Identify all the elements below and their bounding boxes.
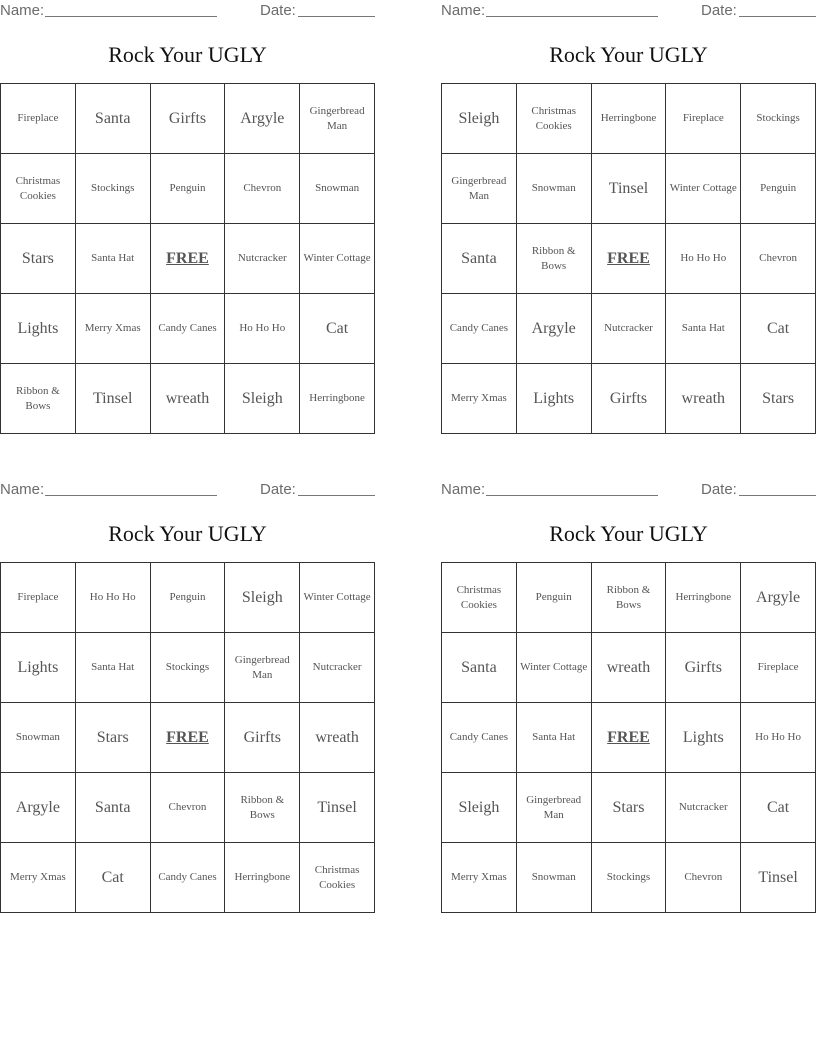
bingo-cell: Chevron: [151, 773, 226, 843]
bingo-cell: wreath: [300, 703, 375, 773]
bingo-cell: Ribbon & Bows: [517, 224, 592, 294]
bingo-cell: Winter Cottage: [300, 563, 375, 633]
bingo-grid: [0, 83, 375, 434]
bingo-cell: Santa Hat: [517, 703, 592, 773]
bingo-cell: Girfts: [592, 364, 667, 434]
name-label: Name:: [441, 2, 486, 19]
bingo-cell: Snowman: [300, 154, 375, 224]
free-space: FREE: [151, 224, 226, 294]
bingo-cell: Nutcracker: [592, 294, 667, 364]
bingo-cell: Ribbon & Bows: [592, 563, 667, 633]
name-line: [486, 495, 658, 496]
bingo-cell: Penguin: [741, 154, 816, 224]
bingo-cell: Snowman: [1, 703, 76, 773]
bingo-cell: wreath: [666, 364, 741, 434]
bingo-cell: Candy Canes: [151, 294, 226, 364]
bingo-cell: Santa: [76, 773, 151, 843]
bingo-cell: Stockings: [151, 633, 226, 703]
bingo-cell: Lights: [1, 294, 76, 364]
bingo-cell: Fireplace: [1, 563, 76, 633]
card-title: Rock Your UGLY: [108, 42, 267, 67]
bingo-cell: Stockings: [76, 154, 151, 224]
bingo-cell: Girfts: [225, 703, 300, 773]
bingo-cell: Ribbon & Bows: [1, 364, 76, 434]
bingo-cell: Snowman: [517, 154, 592, 224]
bingo-cell: Ribbon & Bows: [225, 773, 300, 843]
date-label: Date:: [701, 2, 737, 19]
bingo-cell: Candy Canes: [442, 294, 517, 364]
bingo-cell: Gingerbread Man: [300, 84, 375, 154]
bingo-cell: Gingerbread Man: [517, 773, 592, 843]
bingo-cell: Chevron: [225, 154, 300, 224]
bingo-cell: Candy Canes: [151, 843, 226, 913]
bingo-cell: Herringbone: [300, 364, 375, 434]
bingo-cell: Santa: [76, 84, 151, 154]
bingo-cell: Argyle: [1, 773, 76, 843]
name-date-header: [0, 0, 375, 22]
bingo-cell: Winter Cottage: [300, 224, 375, 294]
bingo-cell: Herringbone: [225, 843, 300, 913]
bingo-cell: Winter Cottage: [517, 633, 592, 703]
bingo-cell: Girfts: [151, 84, 226, 154]
free-space: FREE: [592, 224, 667, 294]
bingo-cell: Christmas Cookies: [517, 84, 592, 154]
bingo-cell: Cat: [76, 843, 151, 913]
bingo-cell: Lights: [666, 703, 741, 773]
name-date-header: [441, 0, 816, 22]
bingo-cell: Argyle: [225, 84, 300, 154]
bingo-cell: Gingerbread Man: [225, 633, 300, 703]
bingo-cell: Ho Ho Ho: [76, 563, 151, 633]
date-label: Date:: [260, 2, 296, 19]
bingo-cell: Penguin: [151, 154, 226, 224]
bingo-cell: Lights: [517, 364, 592, 434]
bingo-cell: Gingerbread Man: [442, 154, 517, 224]
bingo-cell: Cat: [300, 294, 375, 364]
bingo-cell: Christmas Cookies: [442, 563, 517, 633]
free-space: FREE: [592, 703, 667, 773]
name-label: Name:: [0, 481, 45, 498]
bingo-cell: Santa: [442, 224, 517, 294]
bingo-cell: Santa Hat: [666, 294, 741, 364]
bingo-cell: Herringbone: [592, 84, 667, 154]
date-line: [298, 495, 375, 496]
bingo-cell: Cat: [741, 294, 816, 364]
date-line: [298, 16, 375, 17]
bingo-cell: Merry Xmas: [76, 294, 151, 364]
bingo-cell: Fireplace: [1, 84, 76, 154]
bingo-cell: Tinsel: [741, 843, 816, 913]
bingo-cell: Ho Ho Ho: [666, 224, 741, 294]
bingo-cell: Christmas Cookies: [1, 154, 76, 224]
bingo-grid: [0, 562, 375, 913]
bingo-cell: Santa Hat: [76, 633, 151, 703]
bingo-cell: Stockings: [741, 84, 816, 154]
bingo-cell: Tinsel: [76, 364, 151, 434]
bingo-cell: Sleigh: [225, 364, 300, 434]
bingo-cell: wreath: [592, 633, 667, 703]
date-line: [739, 16, 816, 17]
card-title: Rock Your UGLY: [549, 521, 708, 546]
bingo-cell: Nutcracker: [225, 224, 300, 294]
bingo-cell: Santa Hat: [76, 224, 151, 294]
date-label: Date:: [260, 481, 296, 498]
bingo-cell: Stars: [741, 364, 816, 434]
date-line: [739, 495, 816, 496]
bingo-cell: Argyle: [741, 563, 816, 633]
bingo-cell: Ho Ho Ho: [225, 294, 300, 364]
bingo-cell: Stockings: [592, 843, 667, 913]
bingo-cell: Chevron: [666, 843, 741, 913]
bingo-cell: Snowman: [517, 843, 592, 913]
bingo-cell: Nutcracker: [666, 773, 741, 843]
bingo-grid: [441, 83, 816, 434]
bingo-cell: Merry Xmas: [1, 843, 76, 913]
bingo-cell: Tinsel: [592, 154, 667, 224]
name-date-header: [0, 479, 375, 501]
bingo-cell: Sleigh: [442, 84, 517, 154]
bingo-cell: Fireplace: [666, 84, 741, 154]
bingo-grid: [441, 562, 816, 913]
card-title: Rock Your UGLY: [108, 521, 267, 546]
bingo-cell: Penguin: [517, 563, 592, 633]
card-title: Rock Your UGLY: [549, 42, 708, 67]
bingo-cell: Christmas Cookies: [300, 843, 375, 913]
bingo-cell: wreath: [151, 364, 226, 434]
bingo-cell: Stars: [76, 703, 151, 773]
bingo-cell: Sleigh: [442, 773, 517, 843]
bingo-cell: Sleigh: [225, 563, 300, 633]
bingo-cell: Merry Xmas: [442, 843, 517, 913]
name-label: Name:: [0, 2, 45, 19]
bingo-cell: Lights: [1, 633, 76, 703]
bingo-cell: Girfts: [666, 633, 741, 703]
name-date-header: [441, 479, 816, 501]
bingo-cell: Argyle: [517, 294, 592, 364]
name-label: Name:: [441, 481, 486, 498]
bingo-cell: Nutcracker: [300, 633, 375, 703]
bingo-cell: Cat: [741, 773, 816, 843]
bingo-cell: Ho Ho Ho: [741, 703, 816, 773]
date-label: Date:: [701, 481, 737, 498]
bingo-cell: Herringbone: [666, 563, 741, 633]
bingo-cell: Stars: [592, 773, 667, 843]
bingo-cell: Tinsel: [300, 773, 375, 843]
bingo-cell: Candy Canes: [442, 703, 517, 773]
bingo-cell: Penguin: [151, 563, 226, 633]
name-line: [45, 495, 217, 496]
bingo-cell: Chevron: [741, 224, 816, 294]
bingo-cell: Winter Cottage: [666, 154, 741, 224]
bingo-cell: Stars: [1, 224, 76, 294]
free-space: FREE: [151, 703, 226, 773]
name-line: [45, 16, 217, 17]
bingo-cell: Merry Xmas: [442, 364, 517, 434]
bingo-cell: Santa: [442, 633, 517, 703]
name-line: [486, 16, 658, 17]
bingo-cell: Fireplace: [741, 633, 816, 703]
